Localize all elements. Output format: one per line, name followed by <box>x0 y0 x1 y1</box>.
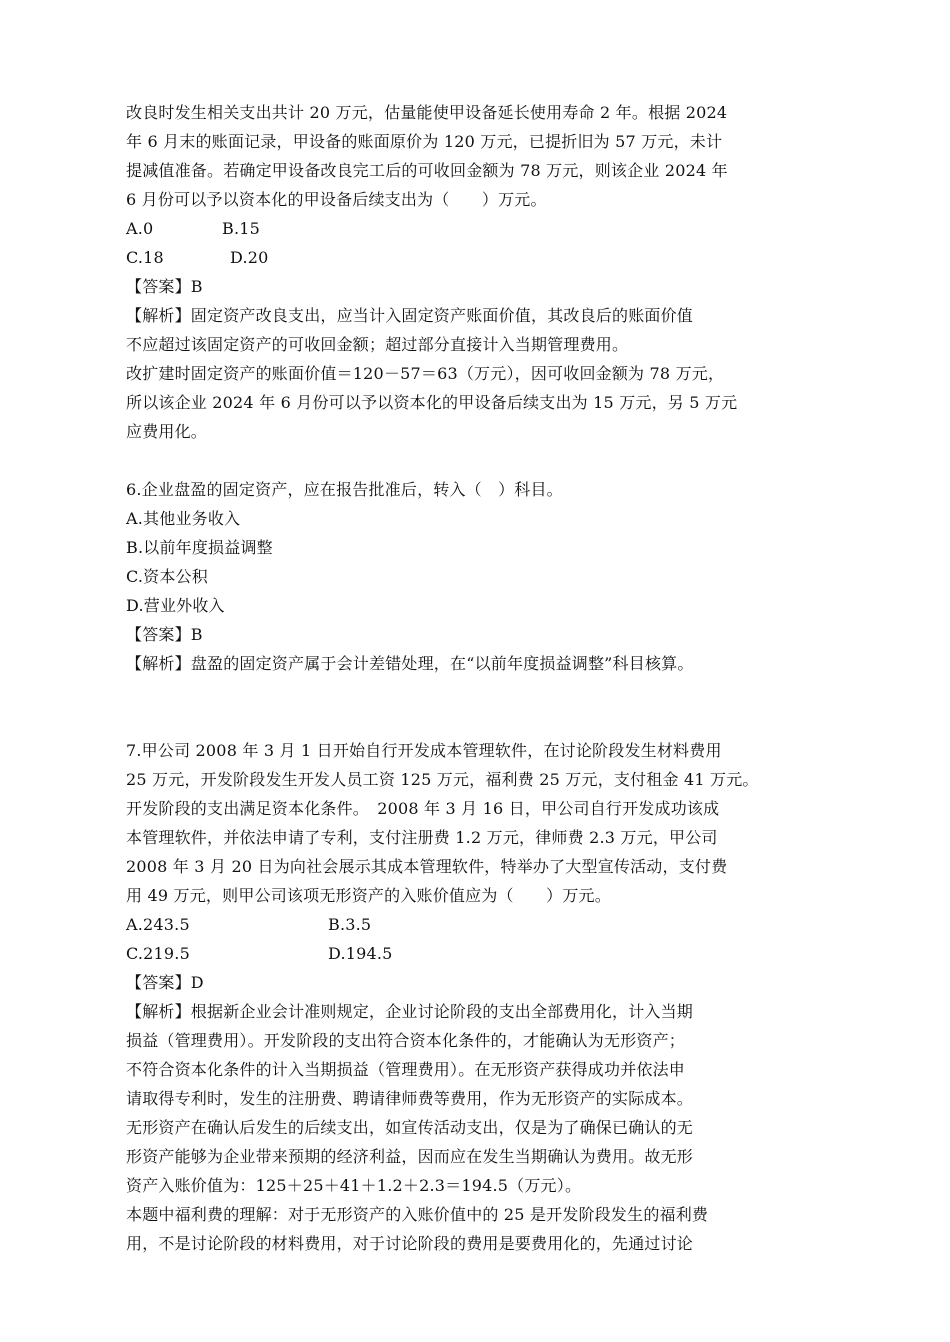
analysis-line: 无形资产在确认后发生的后续支出，如宣传活动支出，仅是为了确保已确认的无 <box>126 1118 694 1137</box>
question-stem-line: 6.企业盘盈的固定资产，应在报告批准后，转入（ ）科目。 <box>126 480 563 499</box>
question-stem-line: 年 6 月末的账面记录，甲设备的账面原价为 120 万元，已提折旧为 57 万元，未计 <box>126 132 723 151</box>
question-stem-line: 本管理软件，并依法申请了专利，支付注册费 1.2 万元，律师费 2.3 万元，甲公司 <box>126 828 718 847</box>
document-page <box>126 98 836 1258</box>
analysis-line: 【解析】固定资产改良支出，应当计入固定资产账面价值，其改良后的账面价值 <box>126 306 694 325</box>
option-d: D.194.5 <box>328 944 393 963</box>
option-b: B.以前年度损益调整 <box>126 538 273 557</box>
question-stem-line: 7.甲公司 2008 年 3 月 1 日开始自行开发成本管理软件，在讨论阶段发生材料费用 <box>126 741 722 760</box>
option-c: C.219.5 <box>126 944 190 963</box>
analysis-line: 用，不是讨论阶段的材料费用，对于讨论阶段的费用是要费用化的，先通过讨论 <box>126 1234 694 1253</box>
question-stem-line: 提减值准备。若确定甲设备改良完工后的可收回金额为 78 万元，则该企业 2024 年 <box>126 161 728 180</box>
options-row <box>126 910 836 939</box>
analysis-line: 资产入账价值为：125＋25＋41＋1.2＋2.3＝194.5（万元）。 <box>126 1176 582 1195</box>
analysis-line: 不应超过该固定资产的可收回金额；超过部分直接计入当期管理费用。 <box>126 335 629 354</box>
options-row <box>126 214 836 243</box>
analysis-line: 应费用化。 <box>126 422 208 441</box>
option-d: D.营业外收入 <box>126 596 225 615</box>
question-stem-line: 6 月份可以予以资本化的甲设备后续支出为（ ）万元。 <box>126 190 547 209</box>
answer: 【答案】D <box>126 973 204 992</box>
option-a: A.0 <box>126 219 154 238</box>
question-stem-line: 25 万元，开发阶段发生开发人员工资 125 万元，福利费 25 万元，支付租金 41 万元。 <box>126 770 759 789</box>
option-b: B.3.5 <box>328 915 372 934</box>
option-b: B.15 <box>222 219 261 238</box>
option-a: A.243.5 <box>126 915 190 934</box>
options-row <box>126 243 836 272</box>
analysis-line: 不符合资本化条件的计入当期损益（管理费用）。在无形资产获得成功并依法申 <box>126 1060 686 1079</box>
question-stem-line: 2008 年 3 月 20 日为向社会展示其成本管理软件，特举办了大型宣传活动，支付费 <box>126 857 728 876</box>
question-6 <box>126 475 836 678</box>
analysis-line: 所以该企业 2024 年 6 月份可以予以资本化的甲设备后续支出为 15 万元，另 5 万元 <box>126 393 738 412</box>
question-7 <box>126 736 836 1258</box>
answer: 【答案】B <box>126 277 203 296</box>
spacer <box>126 446 836 475</box>
analysis-line: 改扩建时固定资产的账面价值＝120－57＝63（万元），因可收回金额为 78 万元， <box>126 364 725 383</box>
answer: 【答案】B <box>126 625 203 644</box>
options-row <box>126 939 836 968</box>
option-c: C.18 <box>126 248 164 267</box>
option-a: A.其他业务收入 <box>126 509 241 528</box>
spacer <box>126 678 836 736</box>
analysis-line: 本题中福利费的理解：对于无形资产的入账价值中的 25 是开发阶段发生的福利费 <box>126 1205 709 1224</box>
analysis-line: 损益（管理费用）。开发阶段的支出符合资本化条件的，才能确认为无形资产； <box>126 1031 686 1050</box>
question-stem-line: 开发阶段的支出满足资本化条件。 2008 年 3 月 16 日，甲公司自行开发成功该成 <box>126 799 720 818</box>
question-stem-line: 改良时发生相关支出共计 20 万元，估量能使甲设备延长使用寿命 2 年。根据 2024 <box>126 103 728 122</box>
question-5 <box>126 98 836 446</box>
analysis-line: 请取得专利时，发生的注册费、聘请律师费等费用，作为无形资产的实际成本。 <box>126 1089 694 1108</box>
option-c: C.资本公积 <box>126 567 208 586</box>
analysis-line: 【解析】根据新企业会计准则规定，企业讨论阶段的支出全部费用化，计入当期 <box>126 1002 694 1021</box>
analysis-line: 形资产能够为企业带来预期的经济利益，因而应在发生当期确认为费用。故无形 <box>126 1147 694 1166</box>
analysis-line: 【解析】盘盈的固定资产属于会计差错处理，在“以前年度损益调整”科目核算。 <box>126 654 694 673</box>
question-stem-line: 用 49 万元，则甲公司该项无形资产的入账价值应为（ ）万元。 <box>126 886 611 905</box>
option-d: D.20 <box>230 248 269 267</box>
